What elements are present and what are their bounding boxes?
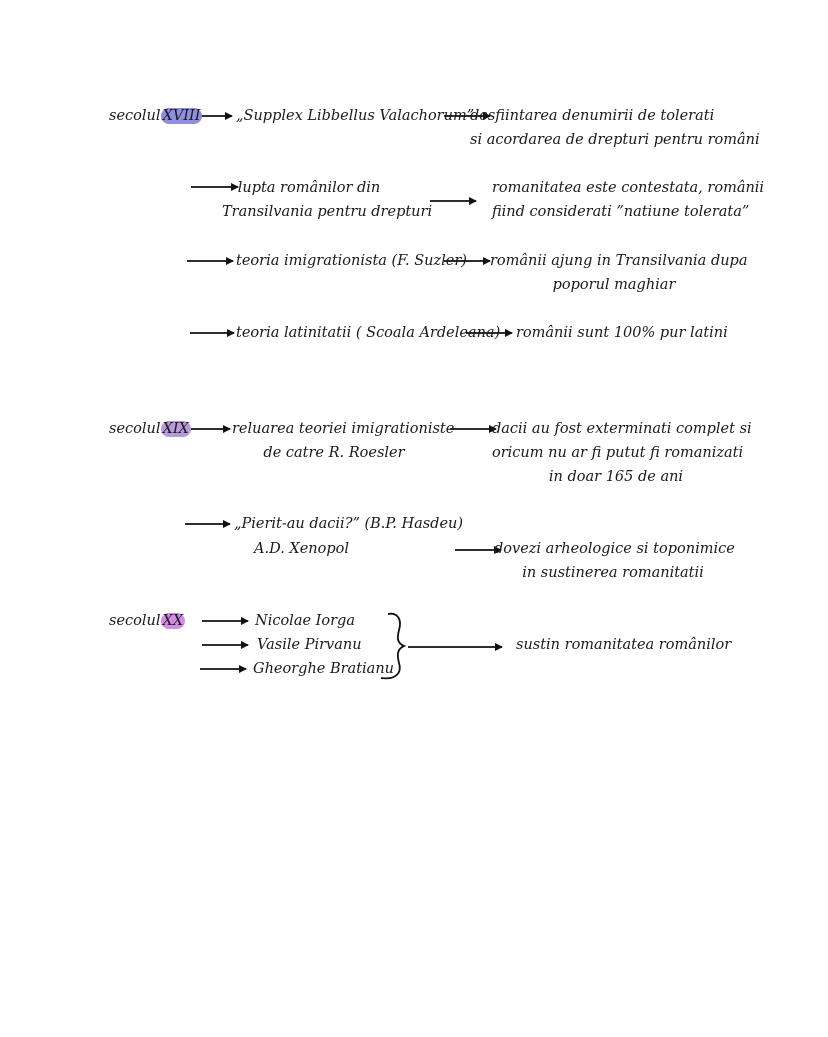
lupta-label (222, 179, 433, 221)
result-line: dovezi arheologice si toponimice (494, 541, 735, 557)
supplex-result (470, 107, 760, 149)
result-line: romanitatea este contestata, românii (492, 180, 765, 196)
xenopol-label: A.D. Xenopol (254, 541, 350, 557)
century-numeral-xviii: XVIII (162, 108, 201, 124)
century-prefix: secolul (109, 613, 161, 629)
century-numeral-xx: XX (162, 613, 184, 629)
result-line: in sustinerea romanitatii (522, 565, 704, 581)
century-label-xx (109, 612, 185, 630)
label-line: Transilvania pentru drepturi (222, 204, 433, 220)
century-numeral-xix: XIX (162, 421, 189, 437)
historian-name: Gheorghe Bratianu (253, 661, 394, 677)
label-line: reluarea teoriei imigrationiste (232, 421, 455, 437)
supplex-label: „Supplex Libbellus Valachorum” (236, 108, 475, 124)
century-label-xviii (109, 107, 202, 125)
imigrationista-label: teoria imigrationista (F. Suzler) (236, 253, 467, 269)
latinitatii-label: teoria latinitatii ( Scoala Ardeleana) (236, 325, 501, 341)
result-line: in doar 165 de ani (548, 469, 684, 485)
century-prefix: secolul (109, 108, 161, 124)
result-line: desfiintarea denumirii de tolerati (470, 108, 715, 124)
century-prefix: secolul (109, 421, 161, 437)
result-line: oricum nu ar fi putut fi romanizati (492, 445, 744, 461)
historian-name: Vasile Pirvanu (257, 637, 362, 653)
lupta-result (492, 179, 765, 221)
result-line: dacii au fost exterminati complet si (492, 421, 752, 437)
roesler-label (232, 420, 455, 462)
hasdeu-result (494, 540, 735, 582)
result-line: si acordarea de drepturi pentru români (470, 132, 760, 148)
roesler-result (492, 420, 752, 486)
imigrationista-result (490, 252, 748, 294)
historians-result: sustin romanitatea românilor (516, 637, 732, 653)
label-line: lupta românilor din (237, 180, 381, 196)
century-label-xix (109, 420, 191, 438)
label-line: de catre R. Roesler (263, 445, 405, 461)
result-line: românii ajung in Transilvania dupa (490, 253, 748, 269)
historian-name: Nicolae Iorga (255, 613, 355, 629)
result-line: fiind considerati ”natiune tolerata” (492, 204, 750, 220)
hasdeu-label: „Pierit-au dacii?” (B.P. Hasdeu) (234, 516, 464, 532)
latinitatii-result: românii sunt 100% pur latini (516, 325, 728, 341)
result-line: poporul maghiar (552, 277, 676, 293)
